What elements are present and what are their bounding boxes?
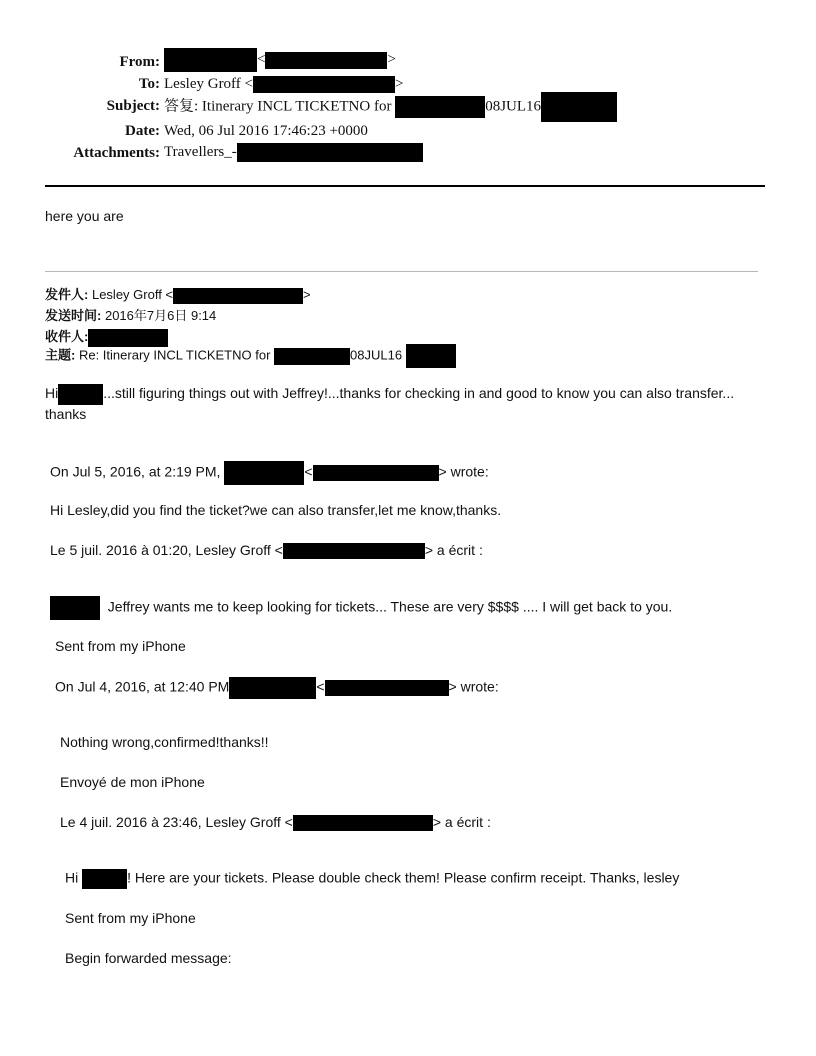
on-jul4-text: On Jul 4, 2016, at 12:40 PM: [55, 678, 230, 695]
quoted-sender-line: [45, 284, 311, 304]
on-jul5-text: On Jul 5, 2016, at 2:19 PM,: [50, 463, 221, 480]
recipient-label: 收件人:: [45, 329, 89, 344]
sent-value: 2016年7月6日 9:14: [104, 308, 217, 323]
lt-symbol: <: [304, 463, 313, 480]
wrote-text: wrote:: [450, 463, 489, 480]
redaction-box: [82, 869, 127, 889]
attachment-name: Travellers_-: [164, 143, 237, 160]
attachments-label: Attachments:: [73, 145, 160, 161]
lt-symbol: <: [257, 51, 266, 68]
envoye-line: Envoyé de mon iPhone: [60, 774, 205, 790]
sender-value: Lesley Groff <: [91, 287, 174, 302]
sent-iphone2-line: Sent from my iPhone: [65, 910, 196, 926]
le4-line: [60, 814, 491, 831]
quoted-subject-suffix: 08JUL16: [350, 347, 403, 363]
on-jul5-line: [50, 461, 489, 485]
sent-label: 发送时间:: [45, 308, 102, 323]
tickets-text: ! Here are your tickets. Please double check them! Please confirm receipt. Thanks, lesley: [127, 869, 680, 886]
from-label: From:: [119, 54, 160, 70]
gt-symbol: >: [448, 678, 457, 695]
jeffrey-text: Jeffrey wants me to keep looking for tickets... These are very $$$$ .... I will get back to you.: [107, 598, 673, 615]
quoted-subject-value: Re: Itinerary INCL TICKETNO for: [78, 347, 271, 363]
redaction-box: [541, 92, 617, 122]
a-ecrit-text: > a écrit :: [424, 542, 483, 558]
redaction-box: [58, 384, 103, 405]
a-ecrit-text: > a écrit :: [432, 814, 491, 830]
le5-line: [50, 542, 483, 559]
to-name: Lesley Groff <: [164, 76, 253, 92]
redaction-box: [173, 288, 303, 304]
quoted-subject-line: [45, 344, 456, 368]
subject-text: 答复: Itinerary INCL TICKETNO for: [164, 98, 392, 115]
redaction-box: [293, 815, 433, 831]
hi-line: [45, 384, 734, 405]
redaction-box: [224, 461, 304, 485]
date-label: Date:: [125, 123, 160, 139]
gt-symbol: >: [387, 51, 396, 68]
redaction-box: [283, 543, 425, 559]
redaction-box: [406, 344, 456, 368]
gt-symbol: >: [395, 76, 404, 92]
wrote-text: wrote:: [460, 678, 499, 695]
lt-symbol: <: [316, 678, 325, 695]
gt-symbol: >: [438, 463, 447, 480]
hi2-prefix: Hi: [65, 869, 79, 886]
from-value: [164, 48, 396, 72]
to-value: [164, 76, 403, 93]
le5-text: Le 5 juil. 2016 à 01:20, Lesley Groff <: [50, 542, 283, 558]
quote-divider: [45, 271, 758, 272]
redaction-box: [313, 465, 439, 481]
reply-text: here you are: [45, 208, 124, 224]
jeffrey-line: [50, 596, 672, 620]
redaction-box: [50, 596, 100, 620]
subject-label: Subject:: [106, 98, 160, 114]
to-label: To:: [138, 76, 160, 92]
quoted-subject-label: 主题:: [45, 347, 76, 363]
sender-label: 发件人:: [45, 287, 89, 302]
gt-symbol: >: [303, 287, 311, 302]
redaction-box: [229, 677, 316, 699]
hi-line-text: ...still figuring things out with Jeffrey!...thanks for checking in and good to know you can also transfer...: [103, 385, 735, 402]
redaction-box: [265, 52, 387, 69]
redaction-box: [325, 680, 449, 696]
nothing-wrong-line: Nothing wrong,confirmed!thanks!!: [60, 734, 269, 750]
subject-suffix: 08JUL16: [485, 98, 542, 115]
thanks-line: thanks: [45, 406, 87, 422]
hi-prefix: Hi: [45, 385, 59, 402]
redaction-box: [253, 76, 395, 93]
sent-iphone-line: Sent from my iPhone: [55, 638, 186, 654]
le4-text: Le 4 juil. 2016 à 23:46, Lesley Groff <: [60, 814, 293, 830]
redaction-box: [274, 348, 350, 365]
attachments-value: [164, 143, 423, 162]
redaction-box: [237, 143, 423, 162]
begin-forwarded-line: Begin forwarded message:: [65, 950, 232, 966]
on-jul4-line: [55, 677, 499, 699]
header-divider: [45, 185, 765, 187]
hi-lesley-line: Hi Lesley,did you find the ticket?we can also transfer,let me know,thanks.: [50, 502, 502, 518]
tickets-line: [65, 869, 679, 889]
subject-value: [164, 92, 617, 122]
redaction-box: [395, 96, 485, 118]
quoted-sent-line: [45, 305, 216, 324]
date-value: Wed, 06 Jul 2016 17:46:23 +0000: [164, 123, 368, 139]
redaction-box: [164, 48, 257, 72]
